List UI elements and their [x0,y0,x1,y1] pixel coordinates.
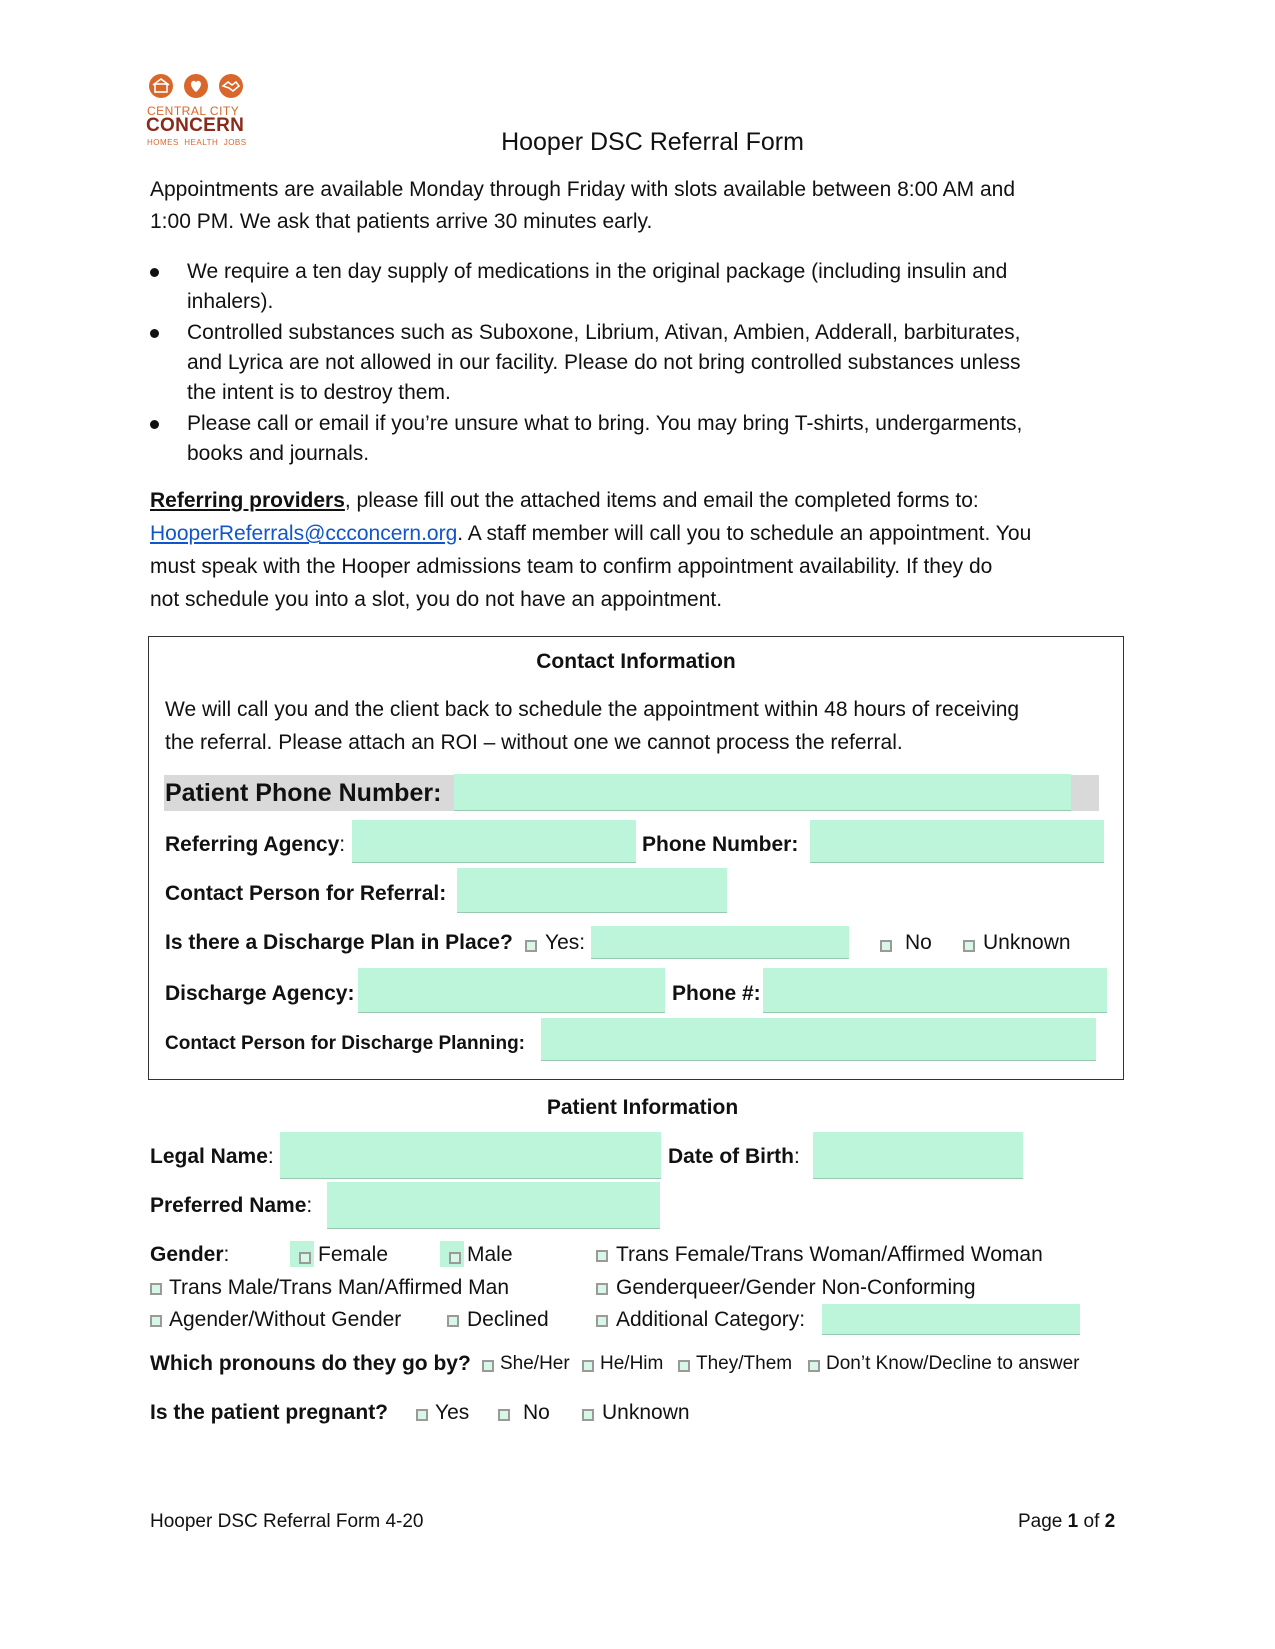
phone-number-field[interactable] [810,820,1104,863]
gender-female-label: Female [318,1243,389,1266]
gender-trans-female-checkbox[interactable] [596,1250,608,1262]
gender-male-label: Male [467,1243,513,1266]
pronouns-label: Which pronouns do they go by? [150,1352,471,1375]
logo-tagline: HOMES HEALTH JOBS [147,138,247,147]
pregnant-yes-checkbox[interactable] [416,1409,428,1421]
pronoun-decline-checkbox[interactable] [808,1360,820,1372]
discharge-unknown-label: Unknown [983,931,1071,954]
logo-line2: CONCERN [146,115,245,136]
pronoun-he-checkbox[interactable] [582,1360,594,1372]
pregnant-label: Is the patient pregnant? [150,1401,389,1424]
preferred-name-label: Preferred Name: [150,1194,313,1217]
gender-declined-label: Declined [467,1308,549,1331]
pregnant-unknown-label: Unknown [602,1401,690,1424]
referring-line-3: must speak with the Hooper admissions team to confirm appointment availability. If they do [150,555,993,578]
discharge-no-label: No [905,931,932,954]
pregnant-unknown-checkbox[interactable] [582,1409,594,1421]
gender-declined-checkbox[interactable] [447,1315,459,1327]
bullet-3-line-1: Please call or email if you’re unsure what to bring. You may bring T-shirts, undergarments, [187,412,1023,435]
pregnant-yes-label: Yes [435,1401,470,1424]
page-title: Hooper DSC Referral Form [501,128,804,156]
home-icon [149,74,173,98]
contact-person-label: Contact Person for Referral: [165,882,447,905]
legal-name-field[interactable] [280,1132,661,1179]
bullet-3-line-2: books and journals. [187,442,370,465]
discharge-yes-checkbox[interactable] [525,940,537,952]
pronoun-she-label: She/Her [500,1353,570,1374]
discharge-unknown-checkbox[interactable] [963,940,975,952]
gender-additional-field[interactable] [822,1304,1080,1335]
bullet-dot [150,268,159,277]
patient-phone-label: Patient Phone Number: [165,779,442,807]
gender-genderqueer-label: Genderqueer/Gender Non-Conforming [616,1276,976,1299]
referring-line-4: not schedule you into a slot, you do not have an appointment. [150,588,723,611]
patient-phone-field[interactable] [454,774,1071,811]
phone-number-label: Phone Number: [642,833,799,856]
preferred-name-field[interactable] [327,1182,660,1229]
dob-field[interactable] [813,1132,1023,1179]
contact-info-text-1: We will call you and the client back to schedule the appointment within 48 hours of receiving [165,698,1020,721]
referring-line-2 [150,518,1031,550]
pregnant-no-label: No [523,1401,550,1424]
bullet-2-line-2: and Lyrica are not allowed in our facility. Please do not bring controlled substances unless [187,351,1021,374]
referring-providers-label: Referring providers [150,489,345,512]
logo-line1: CENTRAL CITY [147,104,240,118]
discharge-yes-label: Yes: [545,931,586,954]
gender-genderqueer-checkbox[interactable] [596,1283,608,1295]
gender-agender-checkbox[interactable] [150,1315,162,1327]
footer-page: Page 1 of 2 [1018,1511,1116,1532]
gender-additional-checkbox[interactable] [596,1315,608,1327]
discharge-no-checkbox[interactable] [880,940,892,952]
referral-email-link[interactable]: HooperReferrals@ccconcern.org [150,522,458,545]
intro-line-1: Appointments are available Monday through Friday with slots available between 8:00 AM and [150,178,1016,201]
pregnant-no-checkbox[interactable] [498,1409,510,1421]
bullet-2-line-3: the intent is to destroy them. [187,381,451,404]
gender-additional-label: Additional Category: [616,1308,806,1331]
gender-agender-label: Agender/Without Gender [169,1308,402,1331]
bullet-1-line-2: inhalers). [187,290,274,313]
logo-icons [143,70,253,104]
footer-left: Hooper DSC Referral Form 4-20 [150,1511,424,1532]
pronoun-they-checkbox[interactable] [678,1360,690,1372]
discharge-phone-field[interactable] [763,968,1107,1013]
contact-discharge-field[interactable] [541,1018,1096,1061]
referring-line-2-rest: . A staff member will call you to schedule an appointment. You [457,522,1032,545]
discharge-phone-label: Phone #: [672,982,761,1005]
contact-info-text-2: the referral. Please attach an ROI – without one we cannot process the referral. [165,731,903,754]
gender-trans-male-checkbox[interactable] [150,1283,162,1295]
referring-agency-label: Referring Agency: [165,833,346,856]
bullet-2-line-1: Controlled substances such as Suboxone, Librium, Ativan, Ambien, Adderall, barbiturates, [187,321,1021,344]
contact-discharge-label: Contact Person for Discharge Planning: [165,1033,525,1054]
pronoun-he-label: He/Him [600,1353,664,1374]
bullet-1-line-1: We require a ten day supply of medications in the original package (including insulin and [187,260,1008,283]
discharge-plan-label: Is there a Discharge Plan in Place? [165,931,513,954]
bullet-dot [150,420,159,429]
referring-agency-field[interactable] [352,820,636,863]
bullet-dot [150,329,159,338]
gender-male-checkbox[interactable] [449,1252,461,1264]
discharge-yes-field[interactable] [591,926,849,959]
referring-line-1 [150,485,979,517]
discharge-agency-label: Discharge Agency: [165,982,355,1005]
referring-line-1-rest: , please fill out the attached items and email the completed forms to: [344,489,979,512]
discharge-agency-field[interactable] [358,968,665,1013]
intro-line-2: 1:00 PM. We ask that patients arrive 30 minutes early. [150,210,653,233]
pronoun-they-label: They/Them [696,1353,793,1374]
pronoun-decline-label: Don’t Know/Decline to answer [826,1353,1080,1374]
gender-trans-female-label: Trans Female/Trans Woman/Affirmed Woman [616,1243,1043,1266]
gender-trans-male-label: Trans Male/Trans Man/Affirmed Man [169,1276,509,1299]
dob-label: Date of Birth: [668,1145,800,1168]
gender-label: Gender: [150,1243,230,1266]
patient-info-heading: Patient Information [546,1096,739,1119]
gender-female-checkbox[interactable] [299,1252,311,1264]
contact-person-field[interactable] [457,868,727,913]
contact-info-heading: Contact Information [536,650,736,673]
legal-name-label: Legal Name: [150,1145,274,1168]
pronoun-she-checkbox[interactable] [482,1360,494,1372]
